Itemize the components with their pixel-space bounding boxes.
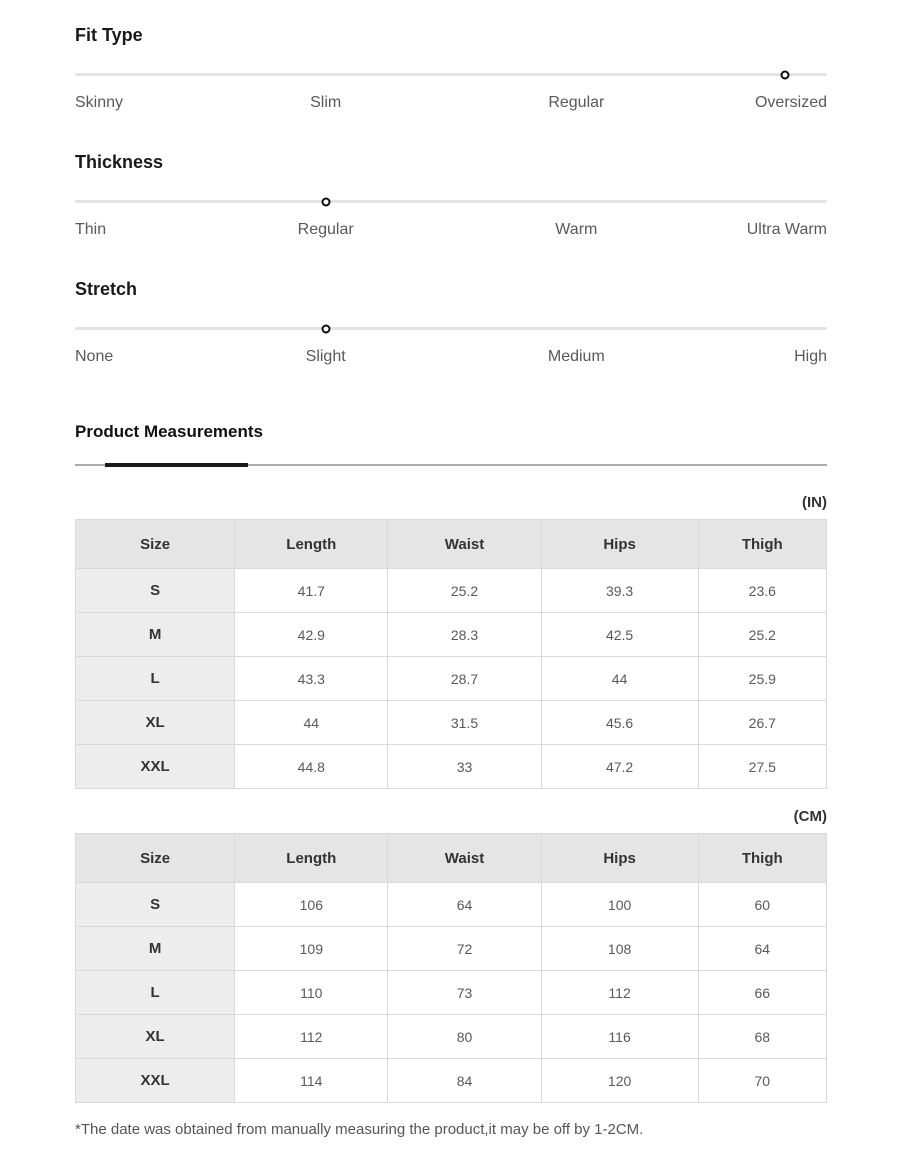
value-cell-hips: 39.3 <box>541 569 698 613</box>
value-cell-waist: 28.3 <box>388 613 541 657</box>
unit-row <box>75 494 827 511</box>
scale-labels <box>75 220 827 239</box>
value-cell-hips: 112 <box>541 971 698 1015</box>
size-cell: L <box>76 971 235 1015</box>
attribute-section-thickness <box>75 153 827 239</box>
slider-track <box>75 327 827 330</box>
scale-option-skinny: Skinny <box>75 94 124 111</box>
value-cell-length: 42.9 <box>235 613 388 657</box>
scale-option-high: High <box>794 348 827 365</box>
value-cell-length: 44.8 <box>235 745 388 789</box>
scale-option-oversized: Oversized <box>754 94 827 111</box>
size-cell: L <box>76 657 235 701</box>
scale-option-none: None <box>75 348 114 365</box>
value-cell-thigh: 64 <box>698 927 826 971</box>
value-cell-thigh: 60 <box>698 883 826 927</box>
table-row-m <box>76 613 827 657</box>
value-cell-thigh: 68 <box>698 1015 826 1059</box>
value-cell-hips: 45.6 <box>541 701 698 745</box>
column-header-thigh: Thigh <box>698 834 826 883</box>
table-row-s <box>76 883 827 927</box>
column-header-waist: Waist <box>388 520 541 569</box>
unit-label: (CM) <box>793 808 827 825</box>
size-cell: XL <box>76 701 235 745</box>
table-header-row <box>76 520 827 569</box>
slider-marker-icon-slight <box>322 324 331 333</box>
column-header-size: Size <box>76 834 235 883</box>
product-measurements-section <box>75 422 827 1139</box>
size-cell: XXL <box>76 1059 235 1103</box>
value-cell-thigh: 23.6 <box>698 569 826 613</box>
table-row-xl <box>76 1015 827 1059</box>
table-row-s <box>76 569 827 613</box>
attribute-scales <box>75 26 827 366</box>
value-cell-hips: 42.5 <box>541 613 698 657</box>
size-cell: S <box>76 569 235 613</box>
value-cell-length: 106 <box>235 883 388 927</box>
scale-option-thin: Thin <box>75 221 107 238</box>
value-cell-thigh: 66 <box>698 971 826 1015</box>
size-cell: XXL <box>76 745 235 789</box>
table-row-xxl <box>76 745 827 789</box>
scale-option-medium: Medium <box>547 348 605 365</box>
value-cell-waist: 72 <box>388 927 541 971</box>
column-header-length: Length <box>235 834 388 883</box>
table-row-l <box>76 971 827 1015</box>
size-table-block--in- <box>75 494 827 789</box>
size-cell: M <box>76 613 235 657</box>
value-cell-thigh: 25.9 <box>698 657 826 701</box>
scale-option-ultra-warm: Ultra Warm <box>746 221 827 238</box>
table-row-xxl <box>76 1059 827 1103</box>
slider-track <box>75 73 827 76</box>
slider-track <box>75 200 827 203</box>
table-row-m <box>76 927 827 971</box>
attribute-title: Fit Type <box>75 25 143 45</box>
value-cell-waist: 73 <box>388 971 541 1015</box>
value-cell-length: 110 <box>235 971 388 1015</box>
scale-option-regular: Regular <box>548 94 605 111</box>
value-cell-waist: 31.5 <box>388 701 541 745</box>
value-cell-hips: 120 <box>541 1059 698 1103</box>
value-cell-hips: 100 <box>541 883 698 927</box>
measurement-disclaimer-note: *The date was obtained from manually measuring the product,it may be off by 1-2CM. <box>75 1121 644 1138</box>
value-cell-waist: 25.2 <box>388 569 541 613</box>
size-table <box>75 833 827 1103</box>
size-table <box>75 519 827 789</box>
value-cell-hips: 116 <box>541 1015 698 1059</box>
measurement-tables <box>75 494 827 1103</box>
unit-label: (IN) <box>802 494 827 511</box>
column-header-size: Size <box>76 520 235 569</box>
scale-option-regular: Regular <box>297 221 354 238</box>
value-cell-thigh: 70 <box>698 1059 826 1103</box>
size-cell: M <box>76 927 235 971</box>
value-cell-length: 109 <box>235 927 388 971</box>
value-cell-hips: 47.2 <box>541 745 698 789</box>
scale-option-warm: Warm <box>555 221 598 238</box>
column-header-length: Length <box>235 520 388 569</box>
size-cell: S <box>76 883 235 927</box>
value-cell-thigh: 26.7 <box>698 701 826 745</box>
column-header-waist: Waist <box>388 834 541 883</box>
slider-marker-icon-regular <box>322 197 331 206</box>
attribute-title: Thickness <box>75 152 164 172</box>
column-header-thigh: Thigh <box>698 520 826 569</box>
column-header-hips: Hips <box>541 834 698 883</box>
value-cell-length: 114 <box>235 1059 388 1103</box>
table-row-xl <box>76 701 827 745</box>
attribute-section-fit-type <box>75 26 827 112</box>
tab-active-indicator <box>105 463 248 467</box>
value-cell-hips: 108 <box>541 927 698 971</box>
value-cell-length: 44 <box>235 701 388 745</box>
scale-labels <box>75 93 827 112</box>
value-cell-waist: 84 <box>388 1059 541 1103</box>
product-measurements-tab[interactable]: Product Measurements <box>75 422 263 441</box>
attribute-section-stretch <box>75 280 827 366</box>
table-row-l <box>76 657 827 701</box>
value-cell-length: 41.7 <box>235 569 388 613</box>
column-header-hips: Hips <box>541 520 698 569</box>
value-cell-thigh: 27.5 <box>698 745 826 789</box>
attribute-title: Stretch <box>75 279 138 299</box>
size-table-block--cm- <box>75 808 827 1103</box>
value-cell-hips: 44 <box>541 657 698 701</box>
tab-underline <box>75 464 827 466</box>
value-cell-waist: 33 <box>388 745 541 789</box>
value-cell-waist: 28.7 <box>388 657 541 701</box>
value-cell-thigh: 25.2 <box>698 613 826 657</box>
value-cell-length: 43.3 <box>235 657 388 701</box>
unit-row <box>75 808 827 825</box>
scale-option-slight: Slight <box>305 348 346 365</box>
value-cell-waist: 80 <box>388 1015 541 1059</box>
value-cell-waist: 64 <box>388 883 541 927</box>
size-cell: XL <box>76 1015 235 1059</box>
scale-option-slim: Slim <box>310 94 342 111</box>
table-header-row <box>76 834 827 883</box>
slider-marker-icon-oversized <box>780 70 789 79</box>
scale-labels <box>75 347 827 366</box>
value-cell-length: 112 <box>235 1015 388 1059</box>
